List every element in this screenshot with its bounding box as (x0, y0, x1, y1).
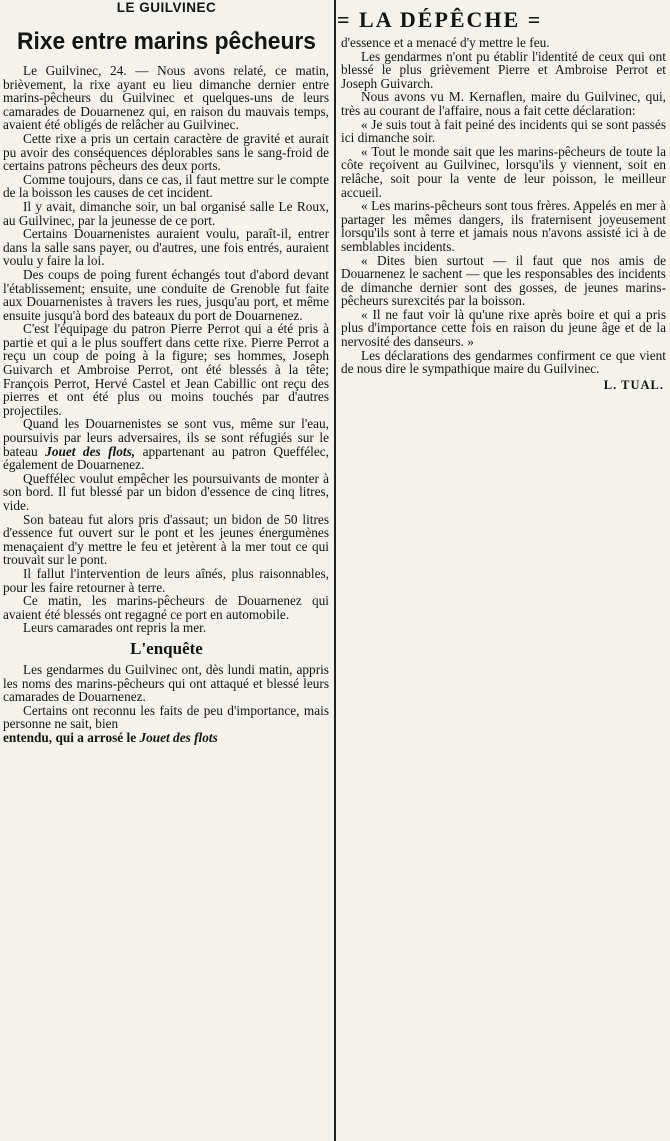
paragraph-continued: d'essence et a menacé d'y mettre le feu. (341, 35, 550, 50)
boat-name: Jouet des flots (139, 729, 218, 745)
left-column (0, 0, 333, 745)
paragraph: Nous avons vu M. Kernaflen, maire du Guilvinec, qui, très au courant de l'affaire, nous a fait cette déclaration: (341, 89, 666, 118)
paragraph: Il fallut l'intervention de leurs aînés, plus raisonnables, pour les faire retourner à terre. (3, 565, 329, 595)
paragraph: Le Guilvinec, 24. — Nous avons relaté, ce matin, brièvement, la rixe ayant eu lieu dimanche dernier entre marins-pêcheurs du Guilvinec et quelques-uns de leurs camarades de Douarnenez qui, en raison du mauvais temps, avaient été obligés de relâcher au Guilvinec. (3, 63, 329, 133)
paragraph: « Je suis tout à fait peiné des incidents qui se sont passés ici dimanche soir. (341, 116, 666, 146)
column-divider (334, 0, 336, 1141)
paragraph-text: appartenant au patron Queffélec, également de Douarnenez. (3, 443, 329, 473)
paragraph-text: entendu, qui a arrosé le (3, 729, 137, 745)
paragraph: « Dites bien surtout — il faut que nos amis de Douarnenez le sachent — que les responsables des incidents de dimanche dernier sont des gosses, de jeunes marins-pêcheurs surexcités par la boisson. (341, 252, 666, 309)
paragraph-continued (0, 731, 333, 745)
right-column (337, 0, 668, 393)
paragraph-text: Quand les Douarnenistes se sont vus, même sur l'eau, poursuivis par leurs adversaires, ils se sont réfugiés sur le bateau (3, 416, 329, 459)
paragraph: Son bateau fut alors pris d'assaut; un bidon de 50 litres d'essence fut ouvert sur le pont et les jeunes énergumènes menaçaient d'y mettre le feu et jetèrent à la mer tout ce qui trouvait sur le pont. (3, 511, 329, 568)
boat-name: Jouet des flots, (45, 443, 136, 459)
headline: Rixe entre marins pêcheurs (17, 28, 316, 55)
paragraph: C'est l'équipage du patron Pierre Perrot qui a été pris à partie et qui a le plus souffert dans cette rixe. Pierre Perrot a reçu un coup de poing à la figure; ses hommes, Joseph Guivarch et Ambroise Perrot, ont été blessés à la tête; François Perrot, Hervé Castel et Jean Cabillic ont reçu des pierres et ont été plus ou moins touchés par d'autres projectiles. (3, 321, 329, 418)
subheading: L'enquête (130, 638, 203, 658)
paragraph: Les gendarmes n'ont pu établir l'identité de ceux qui ont blessé le plus grièvement Pierre et Ambroise Perrot et Joseph Guivarch. (341, 48, 666, 91)
paragraph: Cette rixe a pris un certain caractère de gravité et aurait pu avoir des conséquences déplorables sans le sang-froid de certains patrons pêcheurs des deux ports. (3, 130, 329, 174)
signature: L. TUAL. (603, 377, 664, 392)
paragraph: « Tout le monde sait que les marins-pêcheurs de toute la côte reçoivent au Guilvinec, lorsqu'ils y viennent, soit en relâche, soit pour la vente de leur poisson, le meilleur accueil. (341, 143, 666, 200)
paragraph: Leurs camarades ont repris la mer. (23, 620, 207, 636)
masthead: = LA DÉPÊCHE = (337, 7, 543, 32)
article-body-right (337, 36, 668, 393)
paragraph (0, 417, 333, 471)
paragraph: Queffélec voulut empêcher les poursuivants de monter à son bord. Il fut blessé par un bidon d'essence de cinq litres, vide. (3, 470, 329, 513)
paragraph: Ce matin, les marins-pêcheurs de Douarnenez qui avaient été blessés ont regagné ce port en automobile. (3, 593, 329, 622)
paragraph: Comme toujours, dans ce cas, il faut mettre sur le compte de la boisson les causes de cet incident. (3, 171, 329, 201)
paragraph: Certains ont reconnu les faits de peu d'importance, mais personne ne sait, bien (3, 702, 329, 732)
paragraph: Certains Douarnenistes auraient voulu, paraît-il, entrer dans la salle sans payer, ou d'autres, une fois entrés, auraient voulu y faire la loi. (3, 226, 329, 269)
paragraph: « Il ne faut voir là qu'une rixe après boire et qui a pris plus d'importance cette fois en raison du jeune âge et de la nervosité des danseurs. » (341, 306, 666, 350)
paragraph: Les gendarmes du Guilvinec ont, dès lundi matin, appris les noms des marins-pêcheurs qui ont attaqué et blessé leurs camarades de Douarnenez. (3, 661, 329, 705)
dateline: LE GUILVINEC (116, 0, 217, 15)
paragraph: « Les marins-pêcheurs sont tous frères. Appelés en mer à partager les mêmes dangers, ils fraternisent joyeusement lorsqu'ils sont à terre et jamais nous n'avons assisté ici à de semblables incidents. (341, 198, 666, 254)
paragraph: Il y avait, dimanche soir, un bal organisé salle Le Roux, au Guilvinec, par la jeunesse de ce port. (3, 198, 329, 228)
article-body-left (0, 64, 333, 745)
paragraph: Les déclarations des gendarmes confirment ce que vient de nous dire le sympathique maire du Guilvinec. (341, 347, 666, 377)
paragraph: Des coups de poing furent échangés tout d'abord devant l'établissement; ensuite, une conduite de Grenoble fut faite aux Douarnenistes à travers les rues, jusqu'au port, et même ensuite jusqu'à bord des bateaux du port de Douarnenez. (3, 266, 329, 323)
